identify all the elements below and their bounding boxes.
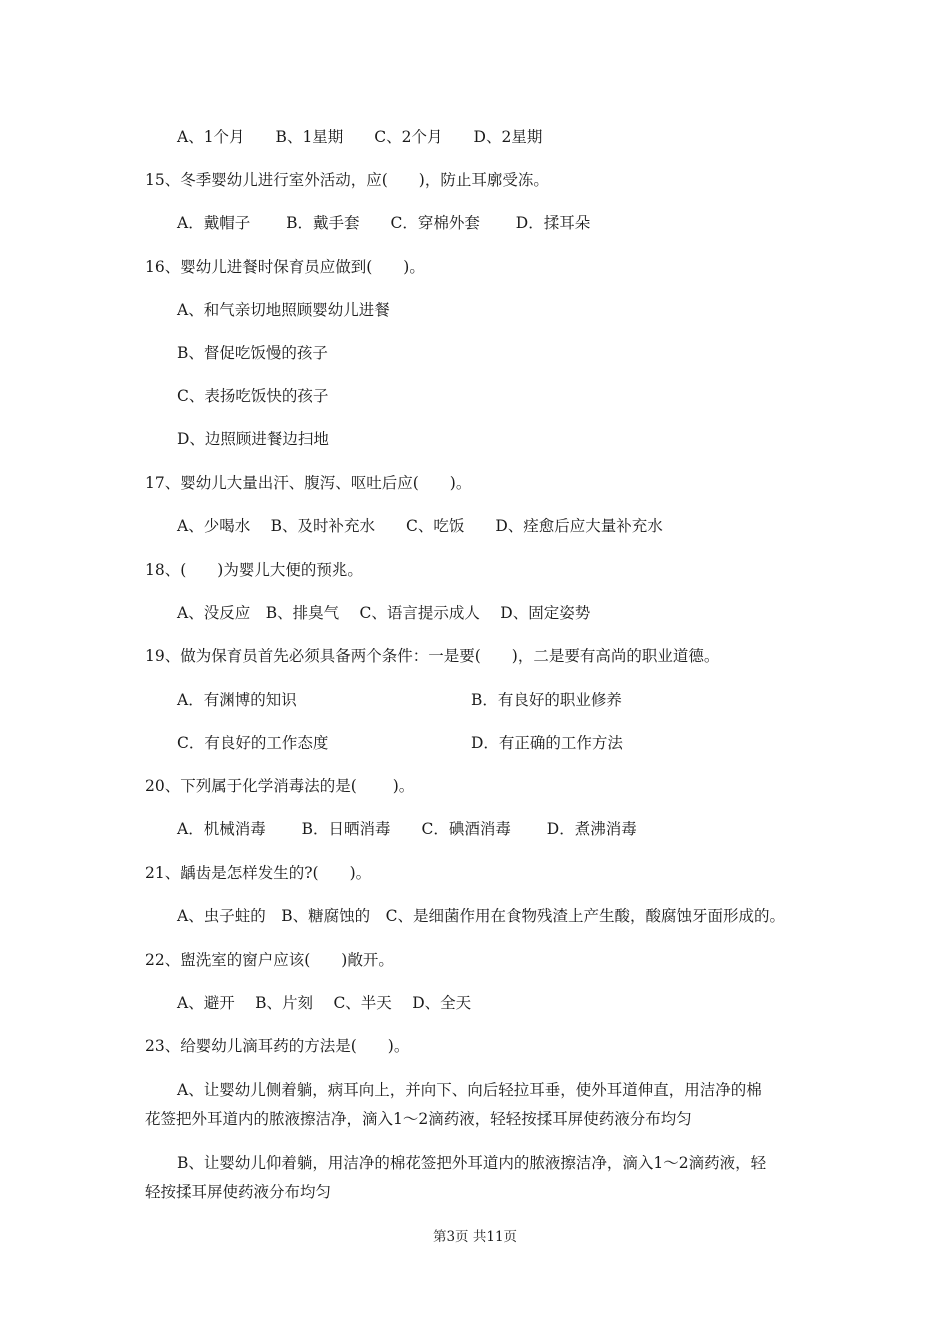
question-21: 21、龋齿是怎样发生的?( )。 [145,864,372,882]
q19-option-a: A．有渊博的知识 [177,691,297,709]
question-22: 22、盥洗室的窗户应该( )敞开。 [145,951,394,969]
question-23: 23、给婴幼儿滴耳药的方法是( )。 [145,1037,410,1055]
q23-option-a-line2: 花签把外耳道内的脓液擦洁净，滴入1～2滴药液，轻轻按揉耳屏使药液分布均匀 [145,1110,692,1128]
question-18: 18、( )为婴儿大便的预兆。 [145,561,363,579]
q19-option-c: C．有良好的工作态度 [177,734,329,752]
q21-options: A、虫子蛀的 B、糖腐蚀的 C、是细菌作用在食物残渣上产生酸，酸腐蚀牙面形成的。 [177,907,785,925]
page-footer: 第3页 共11页 [432,1229,518,1245]
q19-option-b: B．有良好的职业修养 [471,691,622,709]
q16-option-c: C、表扬吃饭快的孩子 [177,387,329,405]
q23-option-b-line2: 轻按揉耳屏使药液分布均匀 [145,1183,332,1201]
q16-option-b: B、督促吃饭慢的孩子 [177,344,328,362]
q16-option-a: A、和气亲切地照顾婴幼儿进餐 [177,301,390,319]
q19-option-d: D．有正确的工作方法 [471,734,623,752]
q14-options: A、1个月 B、1星期 C、2个月 D、2星期 [177,128,543,146]
question-20: 20、下列属于化学消毒法的是( )。 [145,777,415,795]
question-17: 17、婴幼儿大量出汗、腹泻、呕吐后应( )。 [145,474,472,492]
q18-options: A、没反应 B、排臭气 C、语言提示成人 D、固定姿势 [177,604,591,622]
question-16: 16、婴幼儿进餐时保育员应做到( )。 [145,258,425,276]
q15-options: A．戴帽子 B．戴手套 C．穿棉外套 D．揉耳朵 [177,214,591,232]
question-15: 15、冬季婴幼儿进行室外活动，应( )，防止耳廓受冻。 [145,171,549,189]
question-19: 19、做为保育员首先必须具备两个条件：一是要( )，二是要有高尚的职业道德。 [145,647,720,665]
q22-options: A、避开 B、片刻 C、半天 D、全天 [177,994,472,1012]
q20-options: A．机械消毒 B．日晒消毒 C．碘酒消毒 D．煮沸消毒 [177,820,637,838]
q23-option-a-line1: A、让婴幼儿侧着躺，病耳向上，并向下、向后轻拉耳垂，使外耳道伸直，用洁净的棉 [177,1081,762,1099]
q23-option-b-line1: B、让婴幼儿仰着躺，用洁净的棉花签把外耳道内的脓液擦洁净，滴入1～2滴药液，轻 [177,1154,767,1172]
q17-options: A、少喝水 B、及时补充水 C、吃饭 D、痊愈后应大量补充水 [177,517,663,535]
q16-option-d: D、边照顾进餐边扫地 [177,430,329,448]
